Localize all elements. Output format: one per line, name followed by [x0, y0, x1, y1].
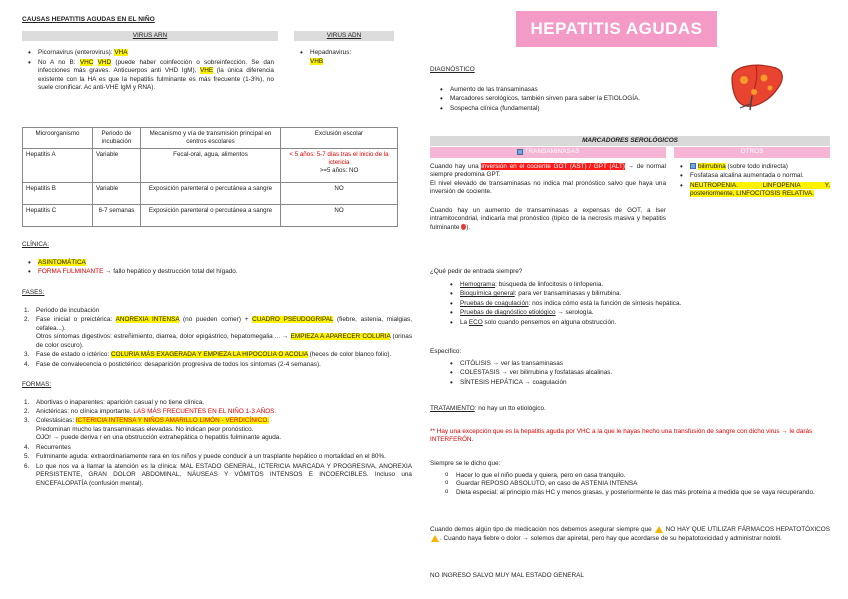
- list-item: 1. Periodo de incubación: [24, 306, 100, 314]
- causas-title: CAUSAS HEPATITIS AGUDAS EN EL NIÑO: [22, 16, 155, 23]
- list-item: • bilirrubina (sobre todo indirecta): [674, 163, 830, 171]
- otros-list: [674, 163, 830, 199]
- transmission-table: [22, 127, 398, 227]
- list-item: • Aumento de las transaminasas: [434, 86, 724, 94]
- list-item: o Guardar REPOSO ABSOLUTO, en caso de ASTENIA INTENSA: [442, 480, 826, 488]
- fases-title: FASES:: [22, 289, 45, 297]
- list-item: • Pruebas de coagulación: nos indica cómo está la función de síntesis hepática.: [444, 300, 824, 308]
- table-row: [23, 149, 398, 183]
- ingreso-note: NO INGRESO SALVO MUY MAL ESTADO GENERAL: [430, 572, 584, 579]
- marcadores-section: [430, 114, 830, 232]
- especifico-list: [444, 360, 824, 388]
- list-item: • La ECO solo cuando pensemos en alguna obstrucción.: [444, 319, 824, 327]
- table-cell: Exposición parenteral o percutánea a sangre: [141, 183, 281, 205]
- table-cell: NO: [281, 205, 398, 227]
- diagnostico-title: DIAGNÓSTICO: [430, 66, 475, 73]
- arrow-up-icon: [690, 163, 696, 169]
- transaminasas-text-1: Cuando hay una inversión en el cociente GOT (AST) / GPT (ALT) → de normal siempre predomina GPT.: [430, 162, 666, 179]
- transaminasas-text-3: Cuando hay un aumento de transaminasas a expensas de GOT, a lser intramitocondrial, indicaría mal pronóstico (típico de la necrosis masiva y hepatitis fulminante ).: [430, 206, 666, 231]
- especifico-title: Específico:: [430, 348, 462, 355]
- list-item: • Bioquímica general: para ver transaminasas y bilirrubina.: [444, 290, 824, 298]
- virus-adn-block: [294, 31, 394, 67]
- list-item: 5. Fulminante aguda: extraordinariamente rara en los niños y puede conducir a un trasplante hepático o mortalidad en el 80%.: [24, 453, 386, 461]
- diagnostico-list: [434, 86, 724, 114]
- list-item: • NEUTROPENIA. LINFOPENIA Y, posteriormente, LINFOCITOSIS RELATIVA.: [674, 182, 830, 199]
- medicacion-note: Cuando demos algún tipo de medicación nos debemos asegurar siempre que NO HAY QUE UTILIZAR FÁRMACOS HEPATOTÓXICOS. Cuando haya fiebre o dolor → solemos dar apiretal, pero hay que acordarse de su hepatotoxicidad y administrar nolotil.: [430, 526, 831, 542]
- list-item: o Dieta especial: al principio más HC y menos grasas, y posteriormente le das más proteína a medida que se vaya recuperando.: [442, 489, 826, 497]
- table-cell: Exposición parenteral o percutánea a sangre: [141, 205, 281, 227]
- virus-arn-block: [22, 31, 278, 94]
- table-cell: Hepatitis B: [23, 183, 93, 205]
- table-row: [23, 205, 398, 227]
- table-cell: NO: [281, 183, 398, 205]
- minus-box-icon: [517, 149, 523, 155]
- list-item: 2. Fase inicial o preictérica: ANOREXIA INTENSA (no pueden comer) + CUADRO PSEUDOGRIPAL (fiebre, astenia, mialgias, cefalea...). Otros síntomas digestivos: estreñimiento, diarrea, dolor epigástrico, hepatomegalia ... → EMPIEZA A APARECER COLURIA (orinas de color oscuro).: [24, 316, 413, 349]
- clinica-list: [22, 259, 412, 277]
- virus-arn-header: VIRUS ARN: [22, 31, 278, 41]
- transaminasas-header: TRANSAMINASAS: [430, 147, 666, 157]
- table-cell: Fecal-oral, agua, alimentos: [141, 149, 281, 183]
- table-cell: 6-7 semanas: [93, 205, 141, 227]
- table-row: [23, 183, 398, 205]
- table-cell: < 5 años: 5-7 días tras el inicio de la ictericia >=5 años: NO: [281, 149, 398, 183]
- siempre-title: Siempre se le dicho que:: [430, 460, 501, 467]
- formas-title: FORMAS:: [22, 381, 52, 389]
- list-item: 1. Abortivas o inaparentes: aparición casual y no tiene clínica.: [24, 398, 205, 406]
- fases-list: [22, 307, 412, 369]
- table-header: Microorganismo: [23, 127, 93, 148]
- list-item: • FORMA FULMINANTE → fallo hepático y destrucción total del hígado.: [22, 268, 412, 276]
- tratamiento: TRATAMIENTO: no hay un tto etiológico.: [430, 405, 546, 412]
- list-item: • Pruebas de diagnóstico etiológico → serología.: [444, 309, 824, 317]
- page-title: HEPATITIS AGUDAS: [516, 11, 717, 47]
- list-item: o Hacer lo que el niño pueda y quiera, pero en casa tranquilo.: [442, 472, 826, 480]
- list-item: 3. Colestásicas: ICTERICIA INTENSA Y NIÑOS AMARILLO LIMÓN - VERDICÍNICO. Predominan mucho las transaminasas elevadas. No indican peor pronóstico. OJO! → puede deriva r en una obstrucción extrahepática o hepatitis fulminante aguda.: [24, 417, 282, 442]
- table-cell: Variable: [93, 149, 141, 183]
- otros-block: [674, 147, 830, 232]
- transaminasas-text-2: El nivel elevado de transaminasas no indica mal pronóstico salvo que haya una inversión de cociente.: [430, 179, 666, 196]
- siempre-list: [442, 472, 826, 497]
- list-item: 6. Lo que nos va a llamar la atención es la clínica: MAL ESTADO GENERAL, ICTERICIA MARCADA Y PROGRESIVA, ANOREXIA PERSISTENTE, GRAN DOLOR ABDOMINAL, NÁUSEAS Y VÓMITOS INTENSOS E INCOERCIBLES. Incluso una ENCEFALOPATÍA (confusión mental).: [24, 462, 412, 487]
- transaminasas-block: [430, 147, 666, 232]
- list-item: • Picornavirus (enterovirus): VHA: [22, 49, 274, 57]
- table-header: Periodo de incubación: [93, 127, 141, 148]
- excepcion-note: ** Hay una excepción que es la hepatitis aguda por VHC a la que le hayas hecho una transfusión de sangre con dicho virus → le darás INTERFERÓN.: [430, 428, 813, 444]
- list-item: 2. Anictéricas: no clínica importante. LAS MÁS FRECUENTES EN EL NIÑO 1-3 AÑOS.: [24, 407, 277, 415]
- pedir-list: [444, 281, 824, 328]
- list-item: • Fosfatasa alcalina aumentada o normal.: [674, 172, 830, 180]
- list-item: • Hemograma: búsqueda de linfocitosis o linfopenia.: [444, 281, 824, 289]
- list-item: 3. Fase de estado o ictérico: COLURIA MÁS EXAGERADA Y EMPIEZA LA HIPOCOLIA O ACOLIA (heces de color blanco folio).: [24, 351, 392, 359]
- marcadores-columns: [430, 147, 830, 232]
- otros-header: OTROS: [674, 147, 830, 157]
- list-item: • COLESTASIS → ver bilirrubina y fosfatasas alcalinas.: [444, 369, 824, 377]
- table-cell: Hepatitis A: [23, 149, 93, 183]
- liver-icon: [726, 56, 786, 116]
- table-header: Exclusión escolar: [281, 127, 398, 148]
- pedir-title: ¿Qué pedir de entrada siempre?: [430, 268, 523, 275]
- list-item: • Hepadnavirus: VHB: [294, 49, 394, 66]
- list-item: • Marcadores serológicos, también sirven para saber la ETIOLOGÍA.: [434, 95, 724, 103]
- table-header-row: [23, 127, 398, 148]
- list-item: 4. Fase de convalecencia o postictérico: desaparición progresiva de todos los síntomas (2-4 semanas).: [24, 360, 321, 368]
- list-item: 4. Recurrentes: [24, 443, 71, 451]
- list-item: • SÍNTESIS HEPÁTICA → coagulación: [444, 379, 824, 387]
- list-item: • CITÓLISIS → ver las transaminasas: [444, 360, 824, 368]
- warning-icon: [431, 535, 439, 542]
- list-item: • No A no B: VHC VHD (puede haber coinfección o sobreinfección. Se dan infecciones más graves. Anticuerpos anti VHD IgM), VHE (la única diferencia existente con la HA es que la hepatitis fulminante es más frecuente (1-3%), no suele cronificar. Ac anti-VHE IgM y RNA).: [22, 59, 274, 93]
- virus-section: [22, 31, 412, 113]
- clinica-title: CLÍNICA:: [22, 241, 49, 249]
- warning-icon: [655, 526, 663, 533]
- formas-list: [22, 399, 412, 489]
- table-cell: Hepatitis C: [23, 205, 93, 227]
- virus-arn-list: [22, 49, 278, 92]
- list-item: • ASINTOMÁTICA: [22, 259, 412, 267]
- virus-adn-header: VIRUS ADN: [294, 31, 394, 41]
- table-cell: Variable: [93, 183, 141, 205]
- left-column: [22, 0, 412, 489]
- virus-adn-list: [294, 49, 394, 66]
- list-item: • Sospecha clínica (fundamental): [434, 105, 724, 113]
- marcadores-title: MARCADORES SEROLÓGICOS: [430, 136, 830, 146]
- table-header: Mecanismo y vía de transmisión principal en centros escolares: [141, 127, 281, 148]
